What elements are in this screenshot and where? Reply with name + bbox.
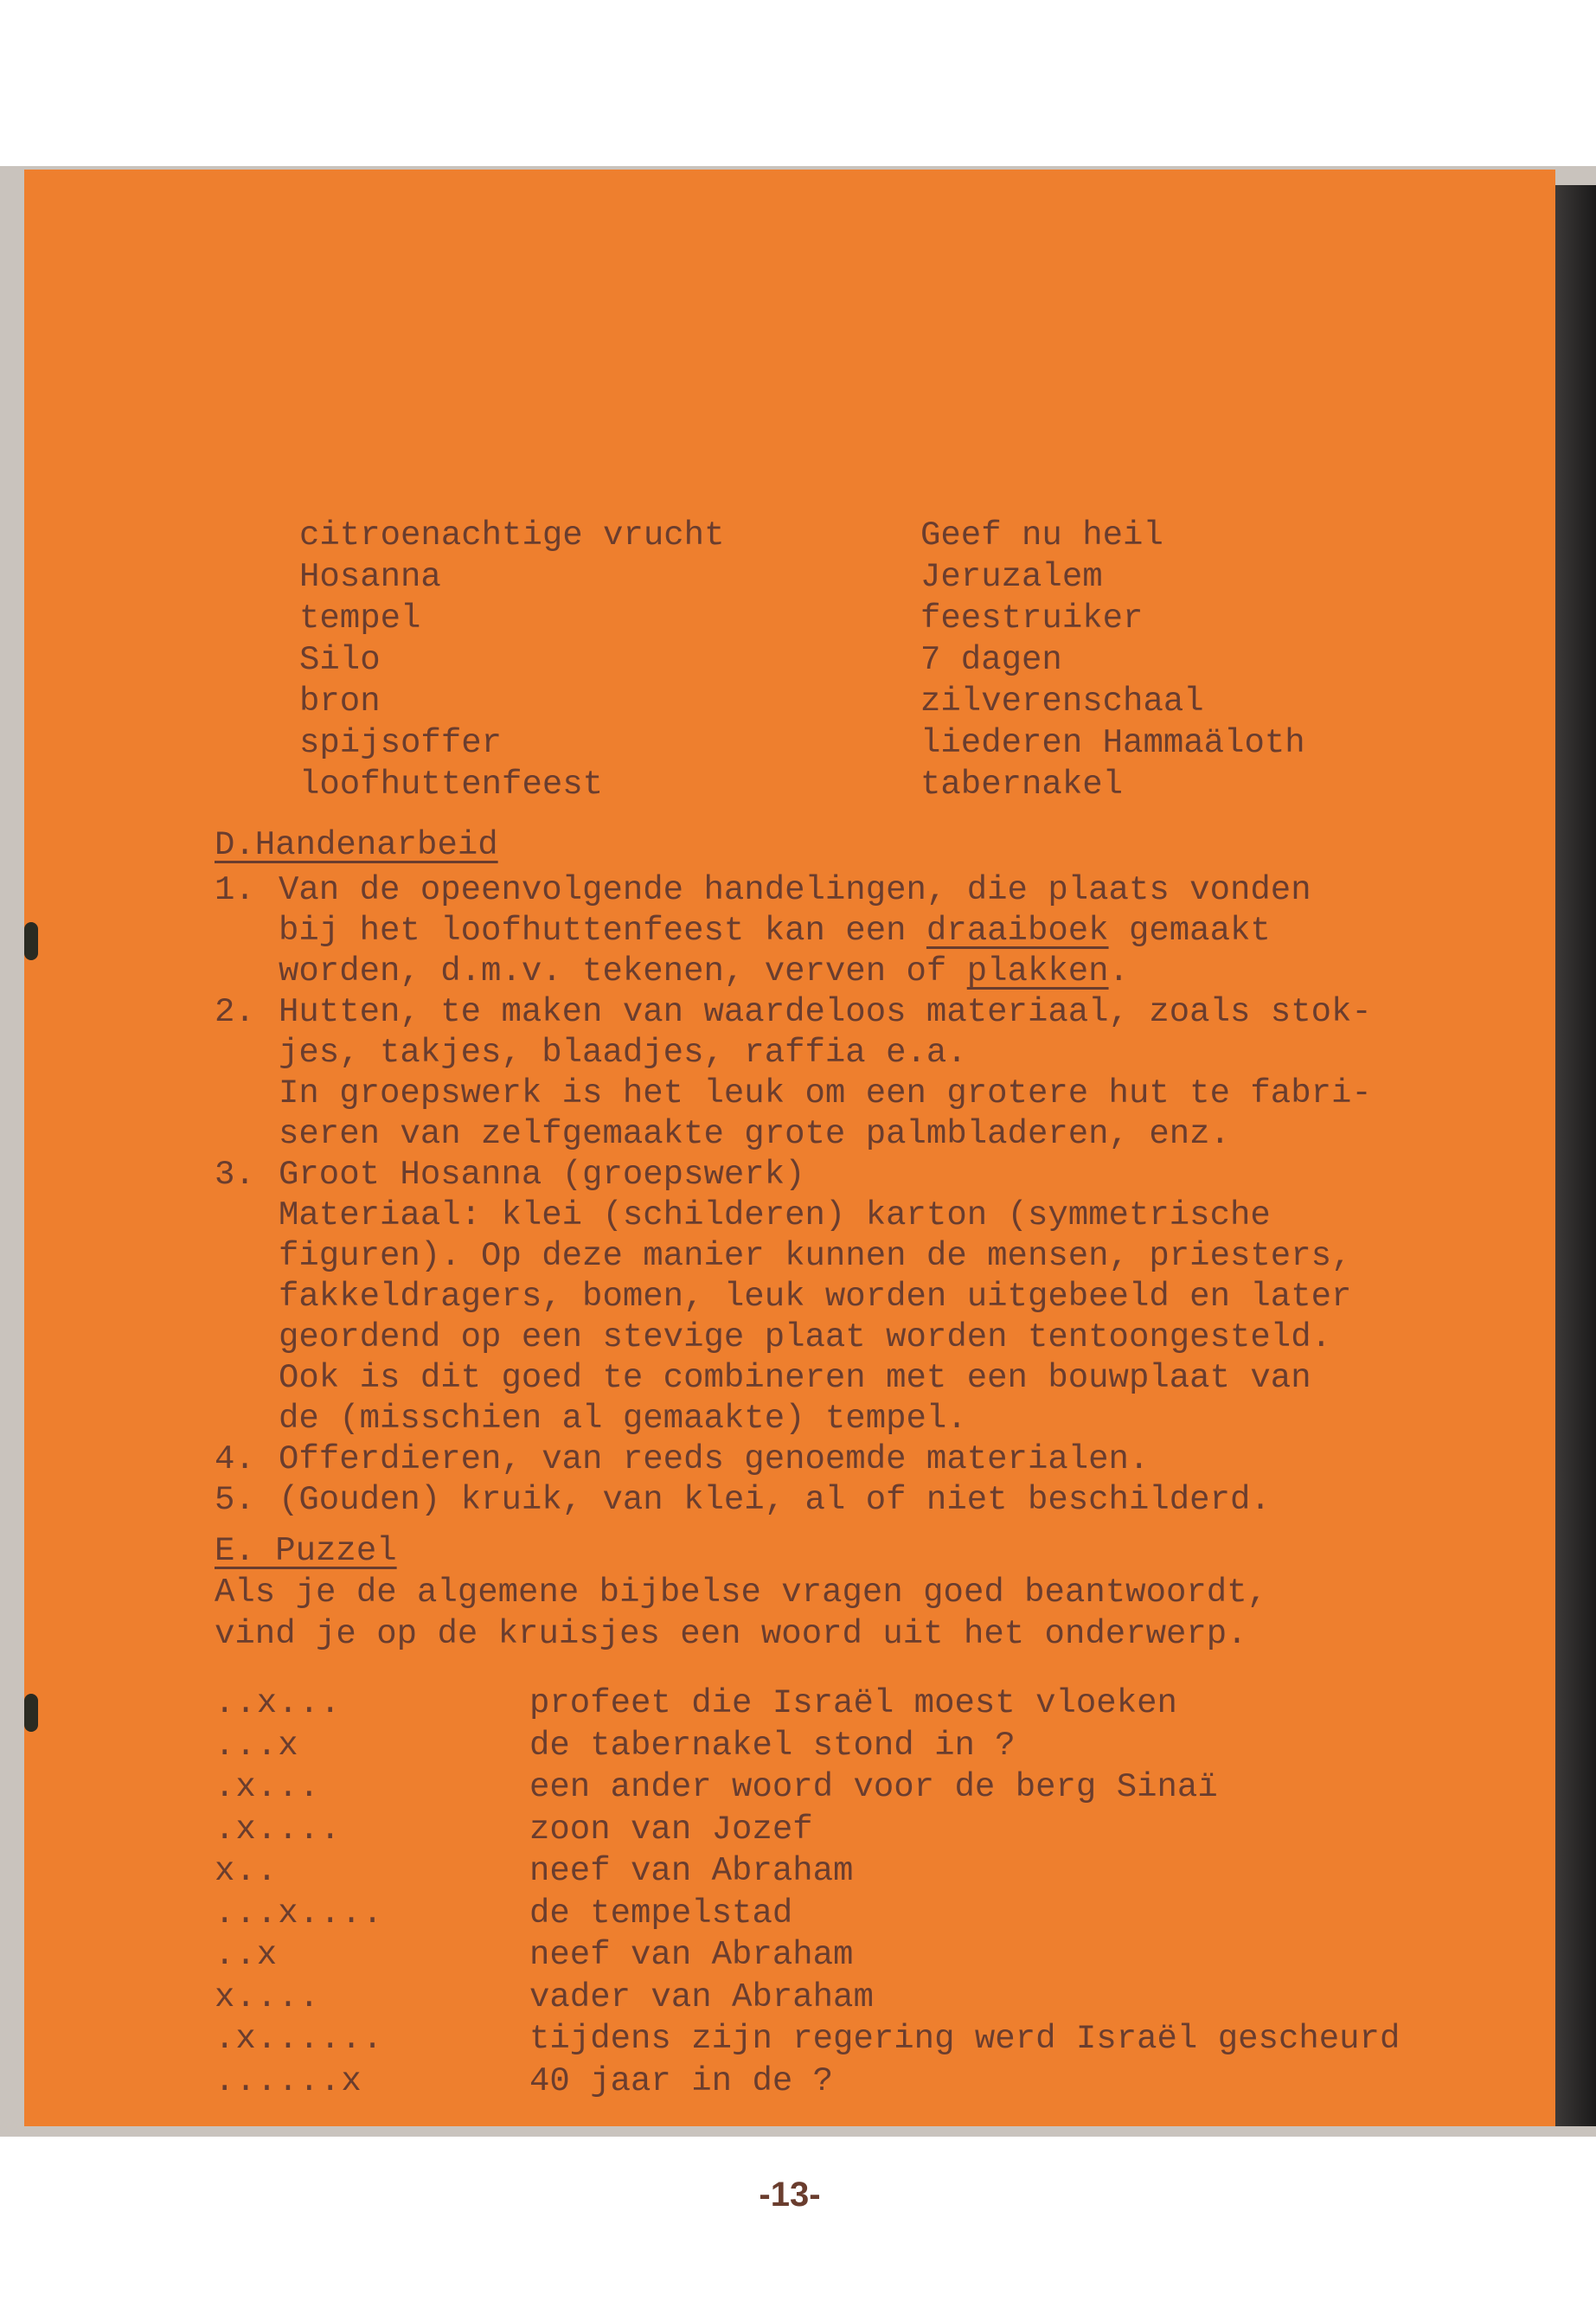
binding-shadow — [1555, 185, 1596, 2126]
item-line: In groepswerk is het leuk om een grotere hut te fabri- — [279, 1074, 1372, 1112]
intro-line: Als je de algemene bijbelse vragen goed beantwoordt, — [215, 1574, 1267, 1612]
puzzle-pattern: ..x... — [215, 1684, 342, 1722]
word-item: citroenachtige vrucht — [299, 516, 725, 554]
puzzle-row — [215, 2061, 1426, 2104]
section-d-heading: D.Handenarbeid — [215, 826, 498, 864]
item-line: (Gouden) kruik, van klei, al of niet beschilderd. — [279, 1481, 1271, 1519]
puzzle-clue: de tabernakel stond in ? — [529, 1726, 1016, 1765]
word-item: tabernakel — [920, 766, 1124, 804]
underlined-term: plakken — [966, 952, 1109, 990]
puzzle-clue: tijdens zijn regering werd Israël gescheurd — [529, 2020, 1401, 2058]
underlined-term: draaiboek — [926, 912, 1109, 950]
puzzle-row — [215, 1851, 1426, 1894]
puzzle-pattern: .x.... — [215, 1810, 342, 1849]
puzzle-clue: 40 jaar in de ? — [529, 2061, 834, 2100]
item-line: Ook is dit goed te combineren met een bouwplaat van — [279, 1359, 1311, 1397]
puzzle-intro — [215, 1573, 1267, 1656]
item-number: 5. — [215, 1481, 255, 1519]
puzzle-pattern: ..x — [215, 1936, 279, 1974]
word-list-left — [299, 516, 724, 806]
puzzle-clue: zoon van Jozef — [529, 1810, 813, 1849]
puzzle-pattern: ......x — [215, 2061, 362, 2100]
item-line: Materiaal: klei (schilderen) karton (symmetrische — [279, 1196, 1271, 1234]
line-text: gemaakt — [1108, 912, 1271, 950]
word-item: feestruiker — [920, 599, 1144, 638]
punch-hole-bottom — [24, 1694, 38, 1732]
section-e-heading: E. Puzzel — [215, 1532, 397, 1570]
word-item: spijsoffer — [299, 724, 503, 762]
word-item: loofhuttenfeest — [299, 766, 604, 804]
puzzle-row — [215, 1935, 1426, 1977]
page-number: -13- — [759, 2176, 821, 2214]
line-text: worden, d.m.v. tekenen, verven of — [279, 952, 967, 990]
intro-line: vind je op de kruisjes een woord uit het onderwerp. — [215, 1615, 1247, 1653]
puzzle-grid — [215, 1683, 1426, 2103]
puzzle-clue: profeet die Israël moest vloeken — [529, 1684, 1177, 1722]
section-d-list — [215, 870, 1420, 1521]
puzzle-row — [215, 1977, 1426, 2020]
item-number: 3. — [215, 1156, 255, 1194]
puzzle-clue: neef van Abraham — [529, 1936, 854, 1974]
word-item: Silo — [299, 641, 381, 679]
item-line: jes, takjes, blaadjes, raffia e.a. — [279, 1034, 967, 1072]
puzzle-clue: neef van Abraham — [529, 1852, 854, 1890]
item-line: Hutten, te maken van waardeloos materiaal, zoals stok- — [279, 993, 1372, 1031]
item-line: de (misschien al gemaakte) tempel. — [279, 1400, 967, 1438]
word-item: liederen Hammaäloth — [920, 724, 1305, 762]
word-item: zilverenschaal — [920, 683, 1204, 721]
page — [24, 170, 1555, 2214]
puzzle-pattern: x.. — [215, 1852, 279, 1890]
word-item: tempel — [299, 599, 421, 638]
item-line: seren van zelfgemaakte grote palmbladeren, enz. — [279, 1115, 1230, 1153]
line-text: bij het loofhuttenfeest kan een — [279, 912, 926, 950]
list-item — [215, 1480, 1420, 1521]
item-line: Offerdieren, van reeds genoemde materialen. — [279, 1440, 1150, 1478]
item-number: 4. — [215, 1440, 255, 1478]
item-line: Van de opeenvolgende handelingen, die plaats vonden — [279, 871, 1311, 909]
puzzle-pattern: ...x.... — [215, 1894, 384, 1932]
list-item — [215, 992, 1420, 1155]
item-line: geordend op een stevige plaat worden tentoongesteld. — [279, 1318, 1331, 1356]
item-line: fakkeldragers, bomen, leuk worden uitgebeeld en later — [279, 1278, 1352, 1316]
list-item — [215, 870, 1420, 992]
puzzle-clue: de tempelstad — [529, 1894, 793, 1932]
item-line — [279, 911, 1420, 952]
word-list-right — [920, 516, 1305, 806]
line-text: . — [1108, 952, 1129, 990]
puzzle-row — [215, 1767, 1426, 1810]
item-line: Groot Hosanna (groepswerk) — [279, 1156, 805, 1194]
item-number: 2. — [215, 993, 255, 1031]
word-item: Geef nu heil — [920, 516, 1163, 554]
puzzle-row — [215, 1726, 1426, 1768]
punch-hole-top — [24, 922, 38, 960]
item-line: figuren). Op deze manier kunnen de mensen, priesters, — [279, 1237, 1352, 1275]
list-item — [215, 1155, 1420, 1439]
puzzle-clue: vader van Abraham — [529, 1977, 874, 2016]
word-item: Jeruzalem — [920, 558, 1103, 596]
puzzle-pattern: x.... — [215, 1977, 321, 2016]
list-item — [215, 1439, 1420, 1480]
puzzle-pattern: .x...... — [215, 2020, 384, 2058]
puzzle-pattern: ...x — [215, 1726, 299, 1765]
item-line — [279, 952, 1420, 992]
puzzle-clue: een ander woord voor de berg Sinaï — [529, 1768, 1218, 1806]
word-item: bron — [299, 683, 381, 721]
item-number: 1. — [215, 871, 255, 909]
word-item: 7 dagen — [920, 641, 1062, 679]
puzzle-row — [215, 2019, 1426, 2061]
puzzle-row — [215, 1894, 1426, 1936]
word-item: Hosanna — [299, 558, 441, 596]
puzzle-row — [215, 1810, 1426, 1852]
puzzle-row — [215, 1683, 1426, 1726]
puzzle-pattern: .x... — [215, 1768, 321, 1806]
